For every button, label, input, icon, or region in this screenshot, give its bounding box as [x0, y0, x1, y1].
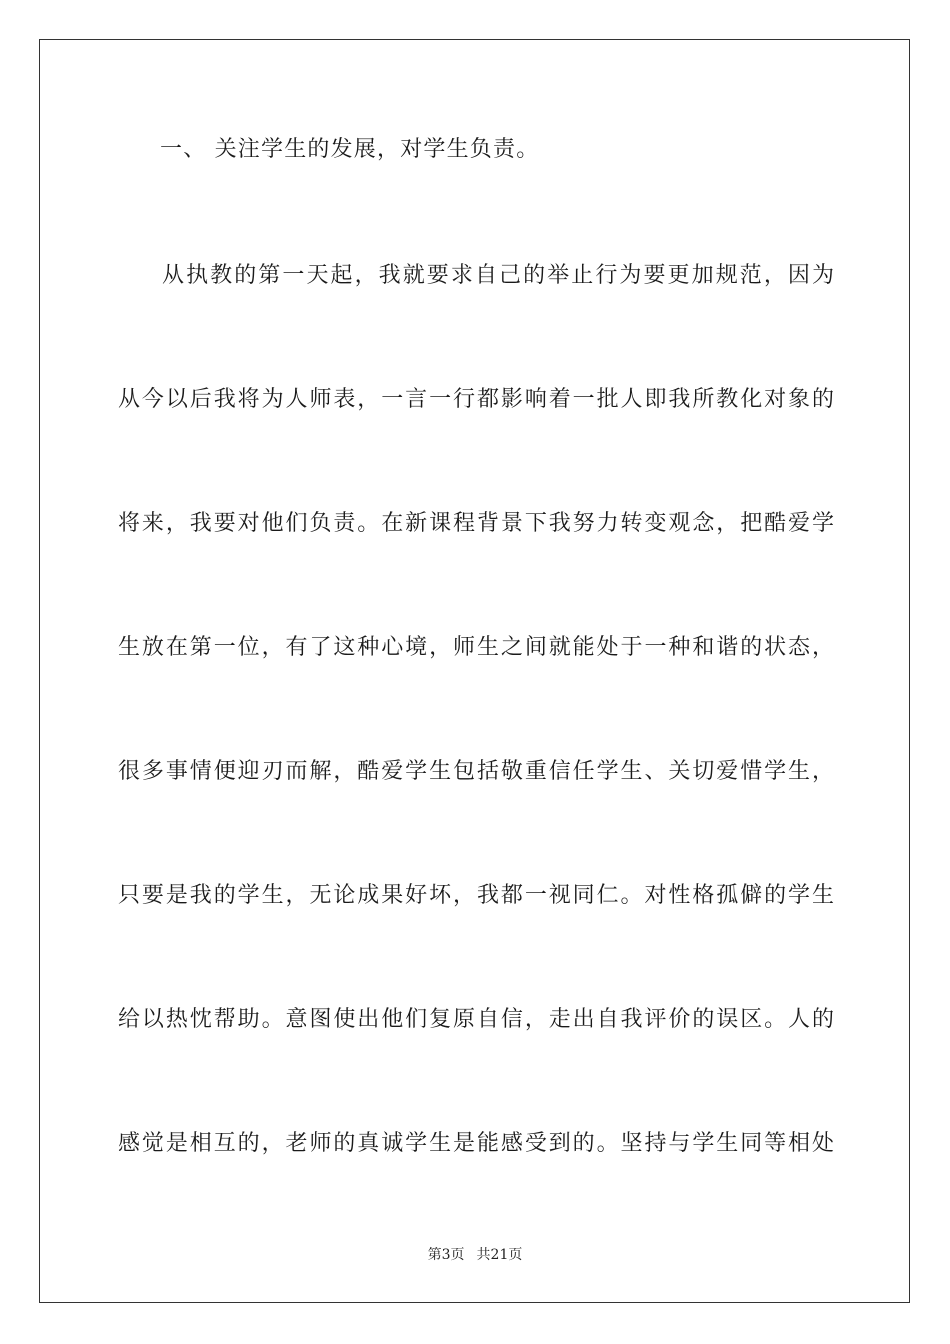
- paragraph-line: 很多事情便迎刃而解，酷爱学生包括敬重信任学生、关切爱惜学生，: [118, 759, 834, 784]
- paragraph-line: 生放在第一位，有了这种心境，师生之间就能处于一种和谐的状态，: [118, 635, 834, 660]
- paragraph-line: 从执教的第一天起，我就要求自己的举止行为要更加规范，因为: [162, 263, 834, 288]
- paragraph-line: 从今以后我将为人师表，一言一行都影响着一批人即我所教化对象的: [118, 387, 834, 412]
- paragraph-line: 给以热忱帮助。意图使出他们复原自信，走出自我评价的误区。人的: [118, 1007, 834, 1032]
- paragraph-line: 感觉是相互的，老师的真诚学生是能感受到的。坚持与学生同等相处: [118, 1131, 834, 1156]
- total-pages: 共21页: [476, 1247, 523, 1263]
- paragraph-line: 将来，我要对他们负责。在新课程背景下我努力转变观念，把酷爱学: [118, 511, 834, 536]
- page-footer: [0, 1246, 950, 1264]
- paragraph-line: 只要是我的学生，无论成果好坏，我都一视同仁。对性格孤僻的学生: [118, 883, 834, 908]
- page-border: [39, 39, 910, 1303]
- section-heading: 一、 关注学生的发展，对学生负责。: [160, 137, 540, 162]
- page-number: 第3页: [427, 1247, 465, 1263]
